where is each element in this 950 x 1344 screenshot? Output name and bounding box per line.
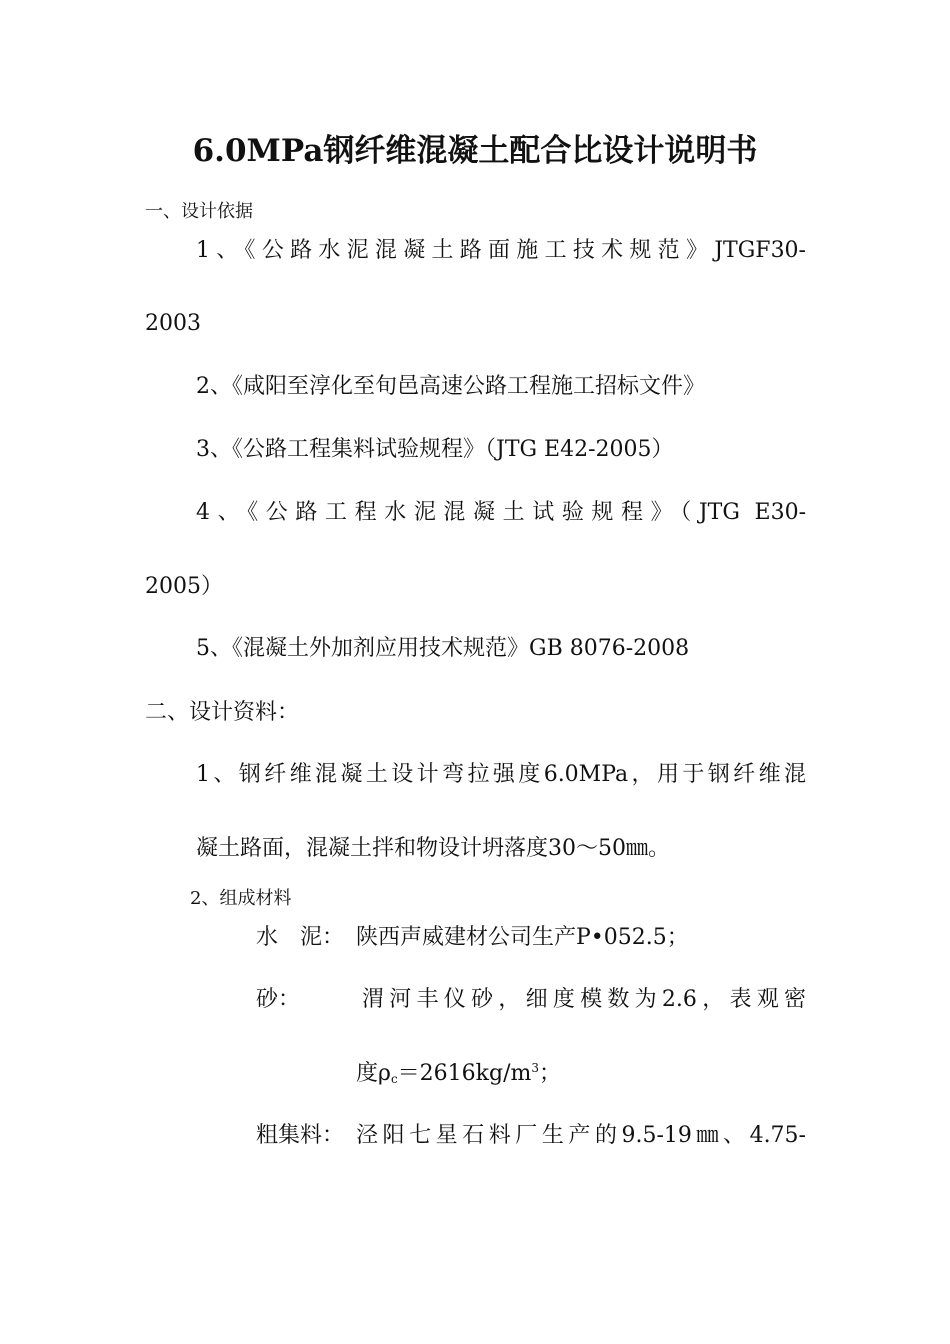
coarse-aggregate-label: 粗集料：	[256, 1123, 345, 1148]
materials-heading: 2、组成材料	[190, 888, 292, 909]
section2-heading: 二、设计资料：	[145, 700, 300, 725]
reference-item-4-line2: 2005）	[145, 574, 223, 599]
reference-item-4-line1: 4、《公路工程水泥混凝土试验规程》（JTG E30-	[196, 500, 806, 525]
reference-item-2: 2、《咸阳至淳化至旬邑高速公路工程施工招标文件》	[196, 374, 705, 399]
sand-value: 渭河丰仪砂，细度模数为2.6，表观密	[362, 987, 806, 1012]
sand-label: 砂：	[256, 987, 301, 1012]
reference-item-3: 3、《公路工程集料试验规程》（JTG E42-2005）	[196, 437, 674, 462]
section1-heading: 一、设计依据	[145, 201, 253, 222]
design-item-1-line2: 凝土路面，混凝土拌和物设计坍落度30～50㎜。	[196, 836, 670, 861]
sand-density	[356, 1063, 561, 1085]
cement-value: 陕西声威建材公司生产P•052.5；	[356, 925, 689, 950]
coarse-aggregate-value: 泾阳七星石料厂生产的9.5-19㎜、4.75-	[356, 1123, 806, 1148]
reference-item-1-line2: 2003	[145, 311, 201, 336]
density-subscript: c	[390, 1072, 398, 1086]
cement-label: 水 泥：	[256, 925, 345, 950]
document-title: 6.0MPa钢纤维混凝土配合比设计说明书	[192, 133, 758, 169]
reference-item-1-line1: 1、《公路水泥混凝土路面施工技术规范》JTGF30-	[196, 238, 806, 263]
reference-item-5: 5、《混凝土外加剂应用技术规范》GB 8076-2008	[196, 636, 690, 661]
density-prefix: 度ρ	[356, 1061, 391, 1086]
density-superscript: 3	[531, 1061, 539, 1075]
density-end: ；	[539, 1061, 562, 1086]
design-item-1-line1: 1、钢纤维混凝土设计弯拉强度6.0MPa，用于钢纤维混	[196, 762, 806, 787]
density-value: ＝2616kg/m	[397, 1061, 532, 1086]
